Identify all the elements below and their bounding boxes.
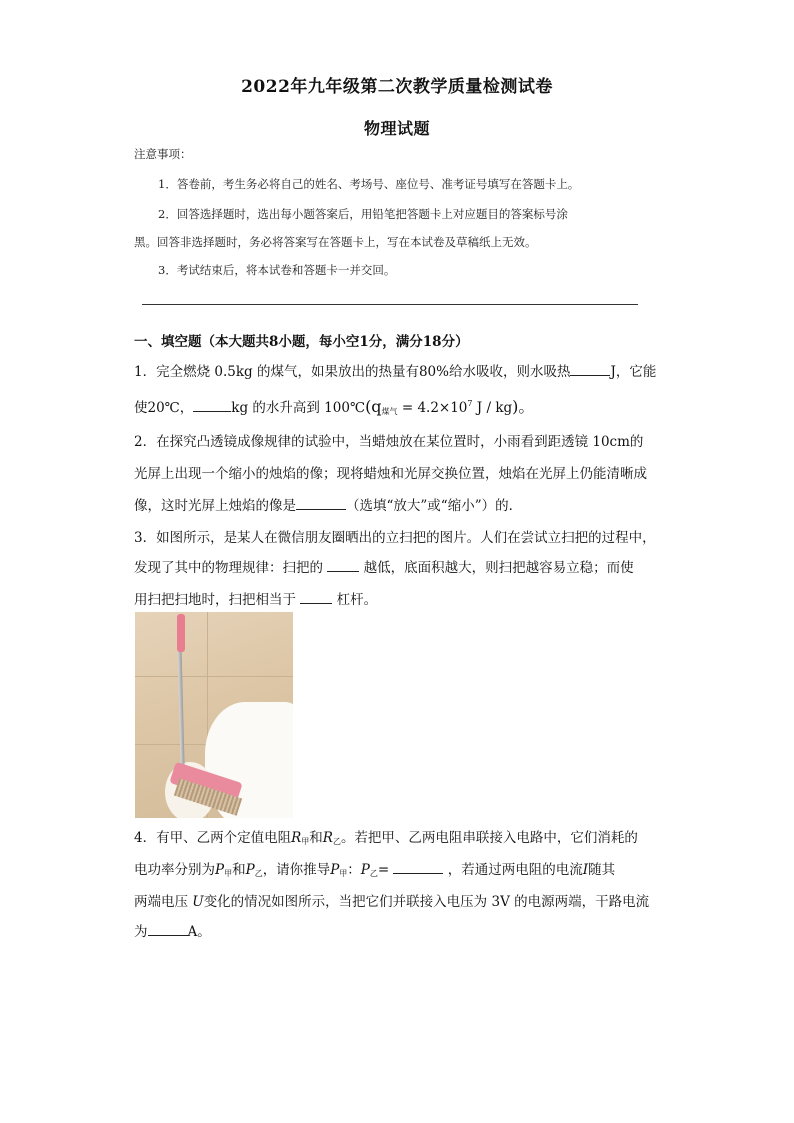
answer-blank[interactable]: [327, 559, 359, 572]
formula-open: (q: [365, 397, 382, 416]
broom-photo: [135, 612, 293, 818]
text: 。若把甲、乙两电阻串联接入电路中，它们消耗的: [340, 830, 638, 846]
formula-unit: J / kg: [472, 400, 513, 416]
tile-seam: [135, 676, 293, 677]
text: 像，这时光屏上烛焰的像是: [134, 498, 296, 514]
subscript: 乙: [332, 837, 341, 846]
subscript: 甲: [301, 837, 310, 846]
text: 发现了其中的物理规律：扫把的: [134, 560, 323, 576]
var-p: P: [215, 862, 225, 878]
answer-blank[interactable]: [570, 363, 610, 376]
text: 和: [309, 830, 323, 846]
notice-item-3: 3．考试结束后，将本试卷和答题卡一并交回。: [158, 263, 396, 277]
var-r: R: [322, 830, 333, 846]
question-4-line-3: [134, 890, 649, 910]
subscript: 甲: [224, 869, 233, 878]
text: 1．完全燃烧 0.5kg 的煤气，如果放出的热量有80%给水吸收，则水吸热: [134, 364, 571, 380]
formula-exponent: 7: [467, 399, 473, 408]
notice-item-2: 2．回答选择题时，选出每小题答案后，用铅笔把答题卡上对应题目的答案标号涂: [158, 207, 568, 221]
text: 电功率分别为: [134, 862, 215, 878]
text: 4．有甲、乙两个定值电阻: [134, 830, 292, 846]
formula-close: )。: [512, 397, 535, 416]
text: ：: [347, 862, 361, 878]
text: ，请你推导: [262, 862, 331, 878]
question-2-line-3: [134, 494, 522, 514]
notice-heading: 注意事项：: [134, 147, 192, 161]
text: 用扫把扫地时，扫把相当于: [134, 592, 296, 608]
text: =: [377, 862, 390, 878]
answer-blank[interactable]: [300, 591, 332, 604]
answer-blank[interactable]: [193, 399, 231, 412]
notice-item-1: 1．答卷前，考生务必将自己的姓名、考场号、座位号、准考证号填写在答题卡上。: [158, 177, 580, 191]
var-p: P: [245, 862, 255, 878]
notice-item-2-cont: 黑。回答非选择题时，务必将答案写在答题卡上，写在本试卷及草稿纸上无效。: [134, 235, 537, 249]
subscript: 乙: [254, 869, 263, 878]
question-3-line-1: 3．如图所示，是某人在微信朋友圈晒出的立扫把的图片。人们在尝试立扫把的过程中，: [134, 530, 656, 546]
subscript: 甲: [339, 869, 348, 878]
question-4-line-1: [134, 826, 638, 847]
broom-grip: [177, 614, 185, 652]
question-1-line-1: [134, 360, 656, 380]
text: 两端电压: [134, 894, 188, 910]
text: 越低，底面积越大，则扫把越容易立稳；而使: [363, 560, 634, 576]
text: 随其: [588, 862, 616, 878]
text: 和: [232, 862, 246, 878]
text: （选填“放大”或“缩小”）的．: [346, 498, 523, 514]
text: 为: [134, 924, 148, 940]
text: ，若通过两电阻的电流: [447, 862, 583, 878]
text: 使20℃，: [134, 400, 194, 416]
question-2-line-1: 2．在探究凸透镜成像规律的试验中，当蜡烛放在某位置时，小雨看到距透镜 10cm的: [134, 434, 644, 450]
exam-subtitle: 物理试题: [363, 119, 430, 138]
question-4-line-4: [134, 920, 211, 940]
text: A。: [187, 924, 211, 940]
var-i: I: [582, 862, 589, 878]
answer-blank[interactable]: [393, 861, 443, 874]
section-heading: 一、填空题（本大题共8小题，每小空1分，满分18分）: [134, 334, 469, 350]
answer-blank[interactable]: [296, 497, 346, 510]
text: 杠杆。: [336, 592, 378, 608]
var-p: P: [360, 862, 370, 878]
text: J，它能: [610, 364, 657, 380]
var-u: U: [192, 894, 204, 910]
question-1-line-2: [134, 394, 534, 417]
question-2-line-2: 光屏上出现一个缩小的烛焰的像；现将蜡烛和光屏交换位置，烛焰在光屏上仍能清晰成: [134, 466, 647, 482]
answer-blank[interactable]: [148, 923, 188, 936]
question-3-line-2: [134, 556, 634, 576]
text: 变化的情况如图所示，当把它们并联接入电压为 3V 的电源两端，干路电流: [203, 894, 650, 910]
subscript: 乙: [369, 869, 378, 878]
formula-subscript: 煤气: [381, 407, 398, 416]
exam-title: 2022年九年级第二次教学质量检测试卷: [241, 77, 553, 97]
var-p: P: [330, 862, 340, 878]
divider-line: [142, 304, 638, 305]
question-3-line-3: [134, 588, 377, 608]
text: kg 的水升高到 100℃: [231, 400, 366, 416]
var-r: R: [291, 830, 302, 846]
question-4-line-2: [134, 858, 615, 879]
formula-value: = 4.2×10: [397, 400, 468, 416]
